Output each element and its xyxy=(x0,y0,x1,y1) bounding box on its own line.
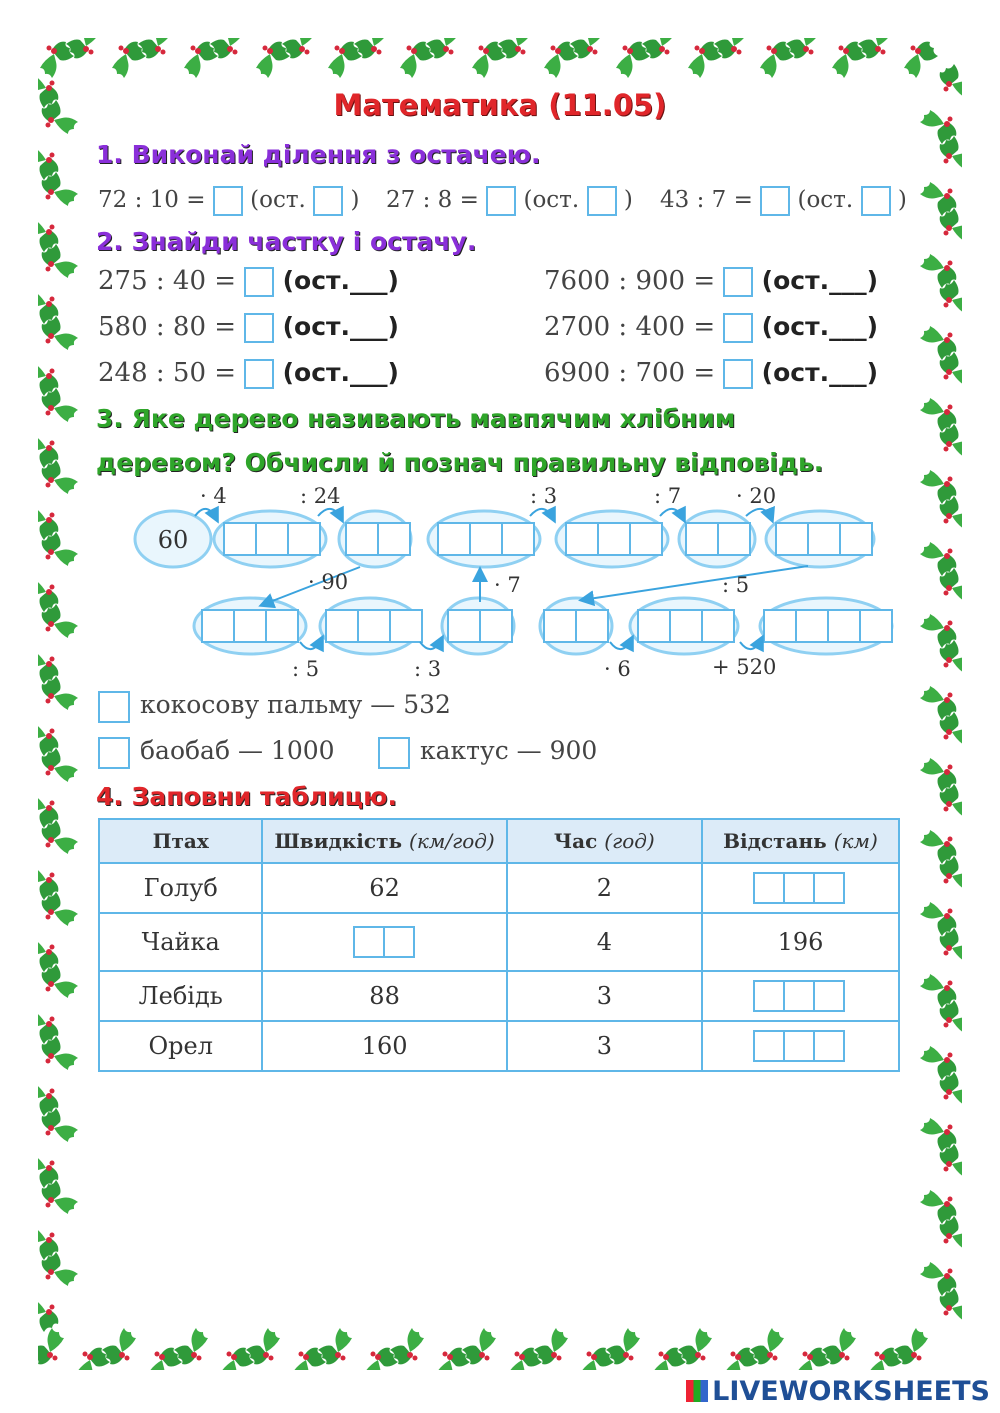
holly-leaf-icon xyxy=(920,1262,956,1296)
holly-leaf-icon xyxy=(42,1108,78,1142)
holly-leaf-icon xyxy=(606,1328,640,1364)
option-baobab: баобаб — 1000 xyxy=(98,736,335,769)
option-cactus: кактус — 900 xyxy=(378,736,597,769)
holly-leaf-icon xyxy=(42,748,78,782)
table-header-row xyxy=(99,819,899,863)
distance-answer[interactable] xyxy=(702,971,899,1021)
holly-leaf-icon xyxy=(102,1328,136,1364)
liveworksheets-logo: LIVEWORKSHEETS xyxy=(686,1376,990,1407)
op-mid-1: · 90 xyxy=(308,570,349,594)
start-value: 60 xyxy=(157,526,189,554)
holly-leaf-icon xyxy=(390,1328,424,1364)
task1-item-3: 43 : 7 = (ост. ) xyxy=(660,186,907,216)
holly-leaf-icon xyxy=(920,974,956,1008)
holly-leaf-icon xyxy=(920,902,956,936)
holly-leaf-icon xyxy=(42,1252,78,1286)
op-top-1: · 4 xyxy=(200,484,227,508)
holly-leaf-icon xyxy=(246,1328,280,1364)
holly-leaf-icon xyxy=(38,1298,58,1332)
birds-table xyxy=(98,818,900,1072)
op-top-2: : 24 xyxy=(300,484,341,508)
task2-right-3: 6900 : 700 = (ост.___) xyxy=(544,358,879,388)
holly-leaf-icon xyxy=(920,1190,956,1224)
holly-leaf-icon xyxy=(42,892,78,926)
op-bottom-3: · 6 xyxy=(604,657,631,681)
holly-leaf-icon xyxy=(38,1328,64,1364)
holly-leaf-icon xyxy=(920,758,956,792)
task3-heading-line1: 3. Яке дерево називають мавпячим хлібним xyxy=(96,404,736,433)
header-time: Час (год) xyxy=(507,819,702,863)
task2-right-1: 7600 : 900 = (ост.___) xyxy=(544,266,879,296)
page-title: Математика (11.05) xyxy=(333,88,667,122)
op-top-5: · 20 xyxy=(736,484,777,508)
distance-answer[interactable] xyxy=(702,863,899,913)
holly-leaf-icon xyxy=(318,1328,352,1364)
holly-leaf-icon xyxy=(174,1328,208,1364)
holly-leaf-icon xyxy=(42,1180,78,1214)
task3-heading-line2: деревом? Обчисли й познач правильну відповідь. xyxy=(96,448,824,477)
cell xyxy=(224,523,256,555)
task2-left-1: 275 : 40 = (ост.___) xyxy=(98,266,399,296)
holly-leaf-icon xyxy=(534,1328,568,1364)
holly-leaf-icon xyxy=(750,1328,784,1364)
holly-leaf-icon xyxy=(42,964,78,998)
op-bottom-1: : 5 xyxy=(292,657,320,681)
holly-leaf-icon xyxy=(678,1328,712,1364)
table-row: Лебідь 88 3 xyxy=(99,971,899,1021)
task2-left-2: 580 : 80 = (ост.___) xyxy=(98,312,399,342)
table-row: Чайка 4 196 xyxy=(99,913,899,971)
holly-leaf-icon xyxy=(920,1118,956,1152)
holly-leaf-icon xyxy=(42,820,78,854)
op-bottom-2: : 3 xyxy=(414,657,442,681)
holly-leaf-icon xyxy=(822,1328,856,1364)
task2-left-3: 248 : 50 = (ост.___) xyxy=(98,358,399,388)
header-distance: Відстань (км) xyxy=(702,819,899,863)
speed-answer[interactable] xyxy=(262,913,506,971)
op-bottom-4: + 520 xyxy=(712,655,777,679)
op-mid-2: · 7 xyxy=(494,573,521,597)
op-top-3: : 3 xyxy=(530,484,558,508)
task4-heading: 4. Заповни таблицю. xyxy=(96,782,397,811)
option-checkbox[interactable] xyxy=(98,691,130,723)
holly-leaf-icon xyxy=(894,1328,928,1364)
option-coconut: кокосову пальму — 532 xyxy=(98,690,451,723)
holly-leaf-icon xyxy=(920,1046,956,1080)
task2-right-2: 2700 : 400 = (ост.___) xyxy=(544,312,879,342)
task1-heading: 1. Виконай ділення з остачею. xyxy=(96,140,541,169)
distance-answer[interactable] xyxy=(702,1021,899,1071)
op-mid-3: : 5 xyxy=(722,573,750,597)
op-top-4: : 7 xyxy=(654,484,682,508)
holly-leaf-icon xyxy=(42,1036,78,1070)
task1-item-1: 72 : 10 = (ост. ) xyxy=(98,186,359,216)
task1-item-2: 27 : 8 = (ост. ) xyxy=(386,186,633,216)
table-row: Голуб 62 2 xyxy=(99,863,899,913)
task2-heading: 2. Знайди частку і остачу. xyxy=(96,227,477,256)
table-row: Орел 160 3 xyxy=(99,1021,899,1071)
holly-leaf-icon xyxy=(462,1328,496,1364)
header-speed: Швидкість (км/год) xyxy=(262,819,506,863)
header-bird: Птах xyxy=(99,819,262,863)
holly-leaf-icon xyxy=(920,830,956,864)
calculation-chain-diagram xyxy=(0,0,1000,700)
option-checkbox[interactable] xyxy=(378,737,410,769)
option-checkbox[interactable] xyxy=(98,737,130,769)
liveworksheets-icon xyxy=(686,1380,708,1402)
